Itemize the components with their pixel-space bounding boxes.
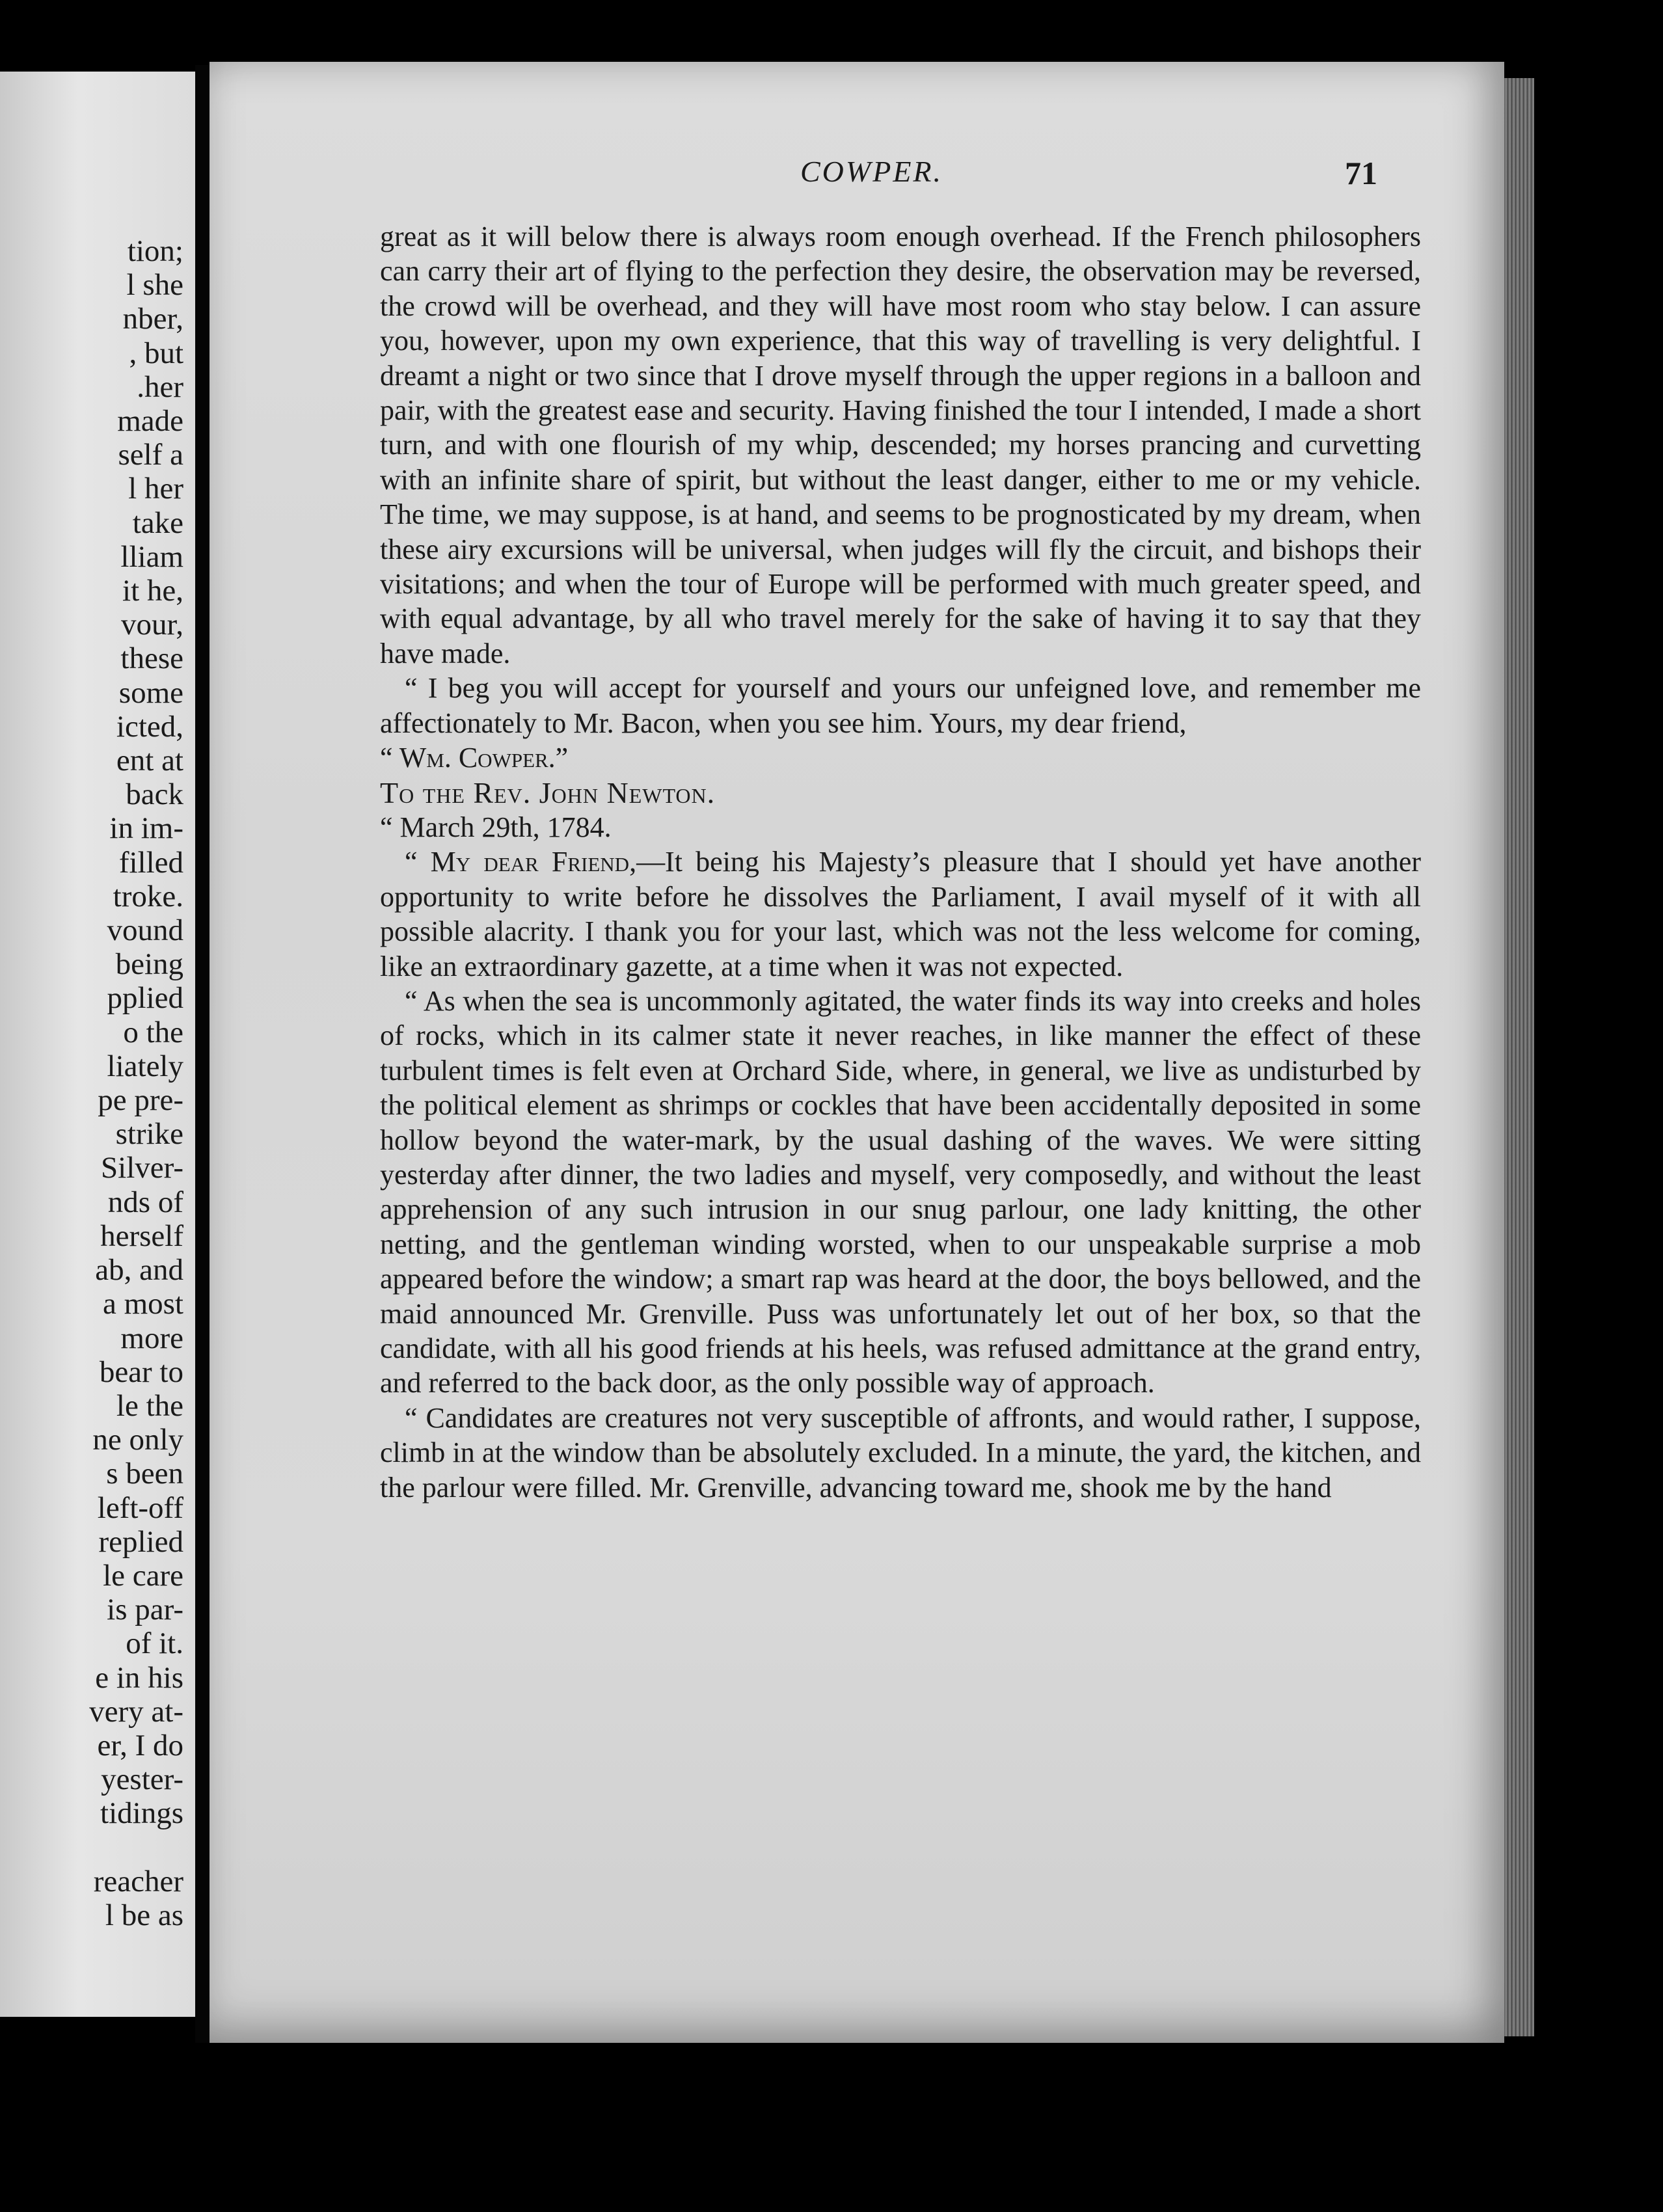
page-block-edge [1504,78,1534,2036]
main-page [210,62,1504,2043]
left-page-line: nds of [107,1185,183,1219]
left-page-line: ne only [92,1423,183,1457]
left-page-line: yester- [101,1762,183,1797]
left-page-text-fragments [1,234,183,1932]
left-page-line: nber, [122,302,183,336]
left-page-line: vour, [120,608,183,642]
left-page-line: very at- [89,1694,183,1729]
left-page-line: le the [116,1388,183,1423]
letter2-paragraph-1-text: —It being his Majesty’s pleasure that I should yet have another opportunity to write before he dissolves the Parliament, I avail myself of it with all possible alacrity. I thank you for your last, which was not the less welcome for coming, like an extraordinary gazette, at a time when it was not expected. [380,846,1421,982]
left-page-line: Silver- [101,1151,183,1185]
left-page-line: icted, [116,709,183,744]
left-page-line: filled [118,845,183,880]
left-page-line: made [117,404,183,438]
left-page-line: o the [123,1015,183,1049]
left-page-line: lliam [120,539,183,574]
page-text [380,219,1421,1505]
letter2-dateline: “ March 29th, 1784. [380,811,612,843]
left-page-line: bear to [99,1355,183,1389]
scan-background [0,2043,1663,2212]
letter1-closing: “ I beg you will accept for yourself and yours our unfeigned love, and remember me affectionately to Mr. Bacon, when you see him. Yours, my dear friend, [380,672,1421,739]
left-page-line: being [115,947,183,982]
running-head [210,154,1504,193]
left-page-line: these [120,641,183,676]
book-gutter [195,65,210,2056]
left-page-line: of it. [126,1626,183,1661]
left-page-line: .her [137,370,183,404]
page-number: 71 [1345,155,1377,191]
left-page-line: tidings [100,1796,183,1831]
left-page-line: l be as [105,1898,183,1932]
left-page-line: troke. [113,879,183,913]
left-page-line: l she [126,268,183,303]
left-facing-page [0,72,195,2017]
left-page-line: strike [115,1117,183,1152]
left-page-line: some [118,675,183,710]
left-page-line: s been [106,1457,183,1491]
left-page-line: self a [118,438,183,472]
left-page-line: e in his [95,1660,183,1695]
left-page-line: left-off [97,1490,183,1525]
left-page-line: le care [103,1558,183,1593]
letter2-heading: To the Rev. John Newton. [380,776,716,809]
left-page-line: pe pre- [98,1083,183,1118]
left-page-line [1,1831,183,1865]
letter2-paragraph-2: “ As when the sea is uncommonly agitated, the water finds its way into creeks and holes of rocks, which in its calmer state it never reaches, in like manner the effect of these turbulent times is felt even at Orchard Side, where, in general, we live as undisturbed by the political element as shrimps or cockles that have been accidentally deposited in some hollow beyond the water-mark, by the usual dashing of the waves. We were sitting yesterday after dinner, the two ladies and myself, very composedly, and without the least apprehension of any such intrusion in our snug parlour, one lady knitting, the other netting, and the gentleman winding worsted, when to our unspeakable surprise a mob appeared before the window; a smart rap was heard at the door, the boys bellowed, and the maid announced Mr. Grenville. Puss was unfortunately let out of her box, so that the candidate, with all his good friends at his heels, was refused admittance at the grand entry, and referred to the back door, as the only possible way of approach. [380,984,1421,1399]
letter2-paragraph-1 [380,844,1421,984]
left-page-line: er, I do [97,1728,183,1762]
left-page-line: ent at [116,744,183,778]
left-page-line: back [126,777,183,812]
letter2-salutation: “ My dear Friend, [405,846,637,878]
left-page-line: it he, [122,574,183,608]
letter2-paragraph-3: “ Candidates are creatures not very susceptible of affronts, and would rather, I suppose, climb in at the window than be absolutely excluded. In a minute, the yard, the kitchen, and the parlour were filled. Mr. Grenville, advancing toward me, shook me by the hand [380,1401,1421,1504]
running-title: COWPER. [800,155,943,188]
left-page-line: more [120,1321,183,1355]
left-page-line: liately [107,1049,183,1083]
left-page-line: is par- [107,1593,183,1627]
left-page-line: take [132,506,183,540]
left-page-line: vound [107,913,183,948]
left-page-line: pplied [107,981,183,1016]
left-page-line: replied [98,1524,183,1559]
letter1-signature: “ Wm. Cowper.” [380,742,569,774]
left-page-line: l her [128,472,183,506]
left-page-line: , but [129,336,183,370]
left-page-line: tion; [127,234,183,268]
left-page-line: reacher [93,1864,183,1898]
left-page-line: herself [100,1219,183,1253]
letter1-body: great as it will below there is always room enough overhead. If the French philosophers can carry their art of flying to the perfection they desire, the observation may be reversed, the crowd will be overhead, and they will have most room who stay below. I can assure you, however, upon my own experience, that this way of travelling is very delightful. I dreamt a night or two since that I drove myself through the upper regions in a balloon and pair, with the greatest ease and security. Having finished the tour I intended, I made a short turn, and with one flourish of my whip, descended; my horses prancing and curvetting with an infinite share of spirit, but without the least danger, either to me or my vehicle. The time, we may suppose, is at hand, and seems to be prognosticated by my dream, when these airy excursions will be universal, when judges will fly the circuit, and bishops their visitations; and when the tour of Europe will be performed with much greater speed, and with equal advantage, by all who travel merely for the sake of having it to say that they have made. [380,221,1421,669]
left-page-line: ab, and [95,1253,183,1288]
left-page-line: a most [102,1287,183,1321]
left-page-line: in im- [109,811,183,846]
